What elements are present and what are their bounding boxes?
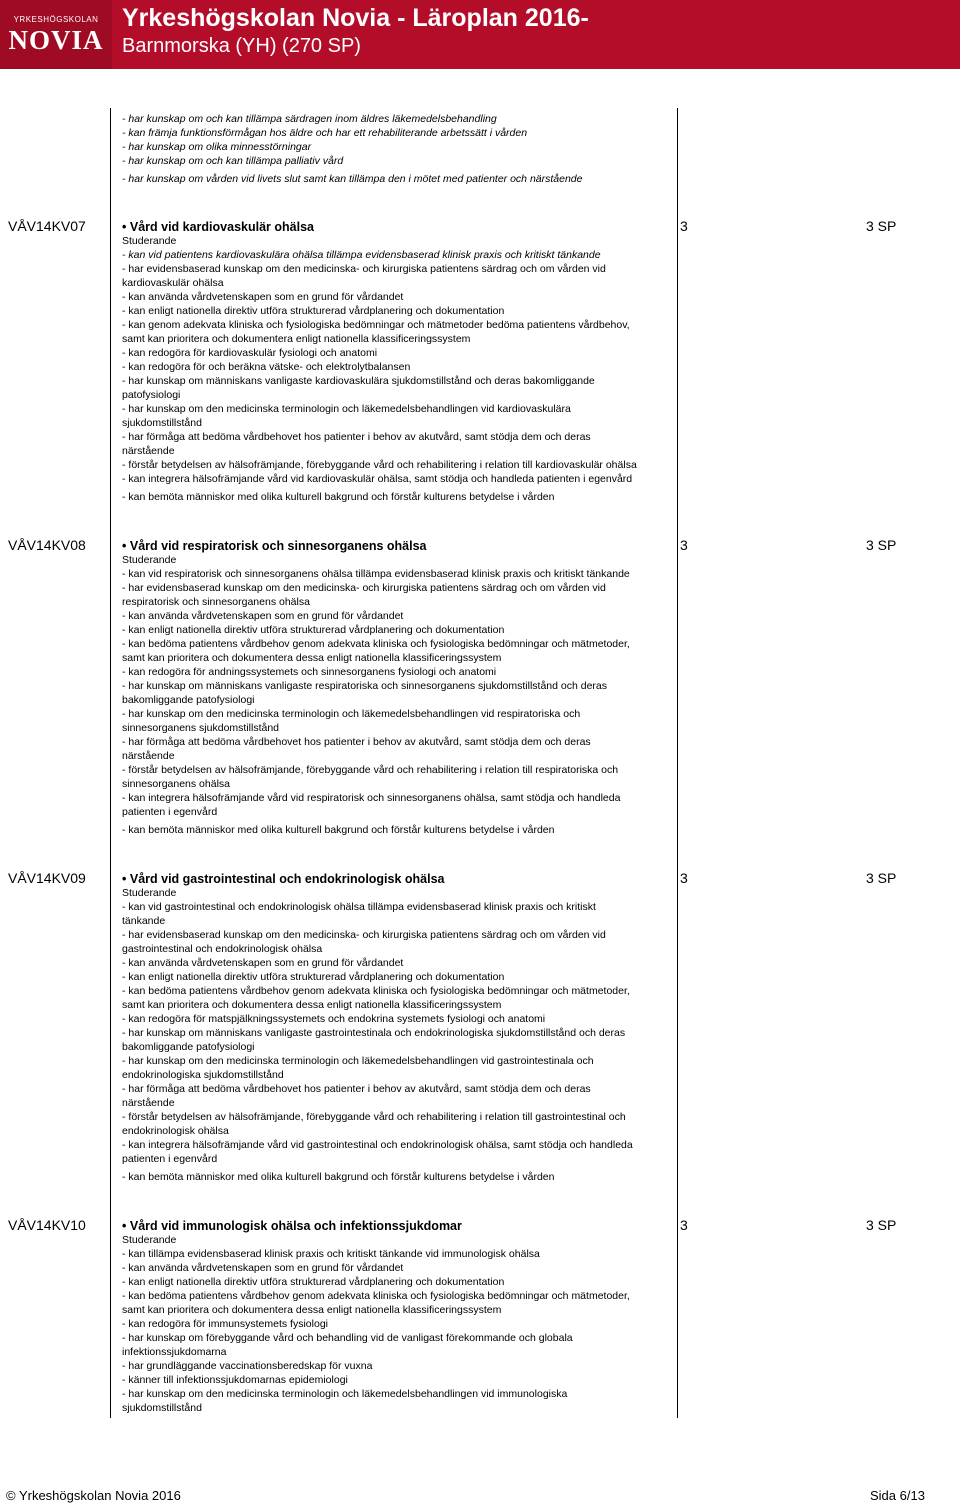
outcome-line: - kan bemöta människor med olika kulturell bakgrund och förstår kulturens betydelse i vården — [122, 491, 555, 503]
outcome-line: patofysiologi — [122, 389, 181, 401]
footer-copyright: © Yrkeshögskolan Novia 2016 — [6, 1488, 181, 1503]
outcome-line: - har grundläggande vaccinationsberedskap för vuxna — [122, 1360, 373, 1372]
outcome-line: - kan redogöra för kardiovaskulär fysiologi och anatomi — [122, 347, 378, 359]
outcome-line: - kan bedöma patientens vårdbehov genom adekvata kliniska och fysiologiska bedömningar och mätmetoder, — [122, 985, 630, 997]
outcome-line: - kan genom adekvata kliniska och fysiologiska bedömningar och mätmetoder bedöma patientens vårdbehov, — [122, 319, 630, 331]
outcome-line: bakomliggande patofysiologi — [122, 1041, 255, 1053]
outcome-line: infektionssjukdomarna — [122, 1346, 227, 1358]
outcome-line: - har kunskap om den medicinska terminologin och läkemedelsbehandlingen vid respiratoriska och — [122, 708, 581, 720]
outcome-line: - förstår betydelsen av hälsofrämjande, förebyggande vård och rehabilitering i relation till gastrointestinal och — [122, 1111, 626, 1123]
outcome-line: - har kunskap om människans vanligaste kardiovaskulära sjukdomstillstånd och deras bakomliggande — [122, 375, 595, 387]
outcome-line: samt kan prioritera och dokumentera dessa enligt nationella klassificeringssystem — [122, 999, 502, 1011]
outcome-line: sjukdomstillstånd — [122, 417, 202, 429]
intro-line: - har kunskap om vården vid livets slut samt kan tillämpa den i mötet med patienter och närstående — [122, 173, 583, 185]
outcome-line: - kan redogöra för andningssystemets och sinnesorganens fysiologi och anatomi — [122, 666, 497, 678]
outcome-line: kardiovaskulär ohälsa — [122, 277, 224, 289]
footer-page-number: Sida 6/13 — [870, 1488, 925, 1503]
outcome-line: närstående — [122, 750, 175, 762]
outcome-line: tänkande — [122, 915, 166, 927]
course-outcomes — [122, 886, 682, 1184]
outcome-line: - har evidensbaserad kunskap om den medicinska- och kirurgiska patientens särdrag och om vården vid — [122, 263, 606, 275]
outcome-line: - kan använda vårdvetenskapen som en grund för vårdandet — [122, 610, 404, 622]
outcome-line: samt kan prioritera och dokumentera dessa enligt nationella klassificeringssystem — [122, 652, 502, 664]
outcome-line: - har kunskap om förebyggande vård och behandling vid de vanligast förekommande och globala — [122, 1332, 573, 1344]
intro-line: - har kunskap om och kan tillämpa palliativ vård — [122, 155, 344, 167]
course-credits: 3 — [680, 1217, 688, 1233]
course-credits: 3 — [680, 218, 688, 234]
novia-logo — [0, 0, 112, 69]
intro-block — [122, 112, 682, 186]
outcome-line: sjukdomstillstånd — [122, 1402, 202, 1414]
course-title-text: Vård vid kardiovaskulär ohälsa — [129, 220, 314, 234]
outcome-line: - har förmåga att bedöma vårdbehovet hos patienter i behov av akutvård, samt stödja dem och deras — [122, 736, 591, 748]
outcome-line: - har kunskap om människans vanligaste respiratoriska och sinnesorganens sjukdomstillstånd och deras — [122, 680, 607, 692]
intro-line: - har kunskap om och kan tillämpa särdragen inom äldres läkemedelsbehandling — [122, 113, 497, 125]
outcome-line: - har kunskap om den medicinska terminologin och läkemedelsbehandlingen vid gastrointestinala och — [122, 1055, 594, 1067]
course-title-text: Vård vid gastrointestinal och endokrinologisk ohälsa — [129, 872, 445, 886]
intro-line: - kan främja funktionsförmågan hos äldre och har ett rehabiliterande arbetssätt i vården — [122, 127, 528, 139]
outcome-line: patienten i egenvård — [122, 1153, 218, 1165]
outcome-line: - förstår betydelsen av hälsofrämjande, förebyggande vård och rehabilitering i relation till kardiovaskulär ohälsa — [122, 459, 637, 471]
outcome-line: - kan bemöta människor med olika kulturell bakgrund och förstår kulturens betydelse i vården — [122, 824, 555, 836]
course-code: VÅV14KV08 — [8, 537, 86, 553]
course-outcomes — [122, 234, 682, 504]
course-sp: 3 SP — [866, 537, 897, 553]
outcome-line: - har kunskap om människans vanligaste gastrointestinala och endokrinologiska sjukdomstillstånd och deras — [122, 1027, 626, 1039]
outcome-line: bakomliggande patofysiologi — [122, 694, 255, 706]
logo-main-text: NOVIA — [8, 24, 104, 55]
outcome-line: Studerande — [122, 887, 177, 899]
outcome-line: närstående — [122, 1097, 175, 1109]
outcome-line: - kan integrera hälsofrämjande vård vid respiratorisk och sinnesorganens ohälsa, samt stödja och handleda — [122, 792, 621, 804]
outcome-line: - kan vid respiratorisk och sinnesorganens ohälsa tillämpa evidensbaserad klinisk praxis och kritiskt tänkande — [122, 568, 630, 580]
course-outcomes — [122, 1233, 682, 1415]
course-credits: 3 — [680, 870, 688, 886]
outcome-line: samt kan prioritera och dokumentera enligt nationella klassificeringssystem — [122, 333, 471, 345]
outcome-line: - kan vid gastrointestinal och endokrinologisk ohälsa tillämpa evidensbaserad klinisk praxis och kritiskt — [122, 901, 596, 913]
outcome-line: - har förmåga att bedöma vårdbehovet hos patienter i behov av akutvård, samt stödja dem och deras — [122, 1083, 591, 1095]
outcome-line: - har evidensbaserad kunskap om den medicinska- och kirurgiska patientens särdrag och om vården vid — [122, 582, 606, 594]
outcome-line: - har kunskap om den medicinska terminologin och läkemedelsbehandlingen vid immunologiska — [122, 1388, 568, 1400]
outcome-line: endokrinologiska sjukdomstillstånd — [122, 1069, 284, 1081]
outcome-line: patienten i egenvård — [122, 806, 218, 818]
logo-top-text: YRKESHÖGSKOLAN — [13, 14, 99, 24]
page-title: Yrkeshögskolan Novia - Läroplan 2016- — [122, 4, 589, 32]
course-code: VÅV14KV09 — [8, 870, 86, 886]
outcome-line: - kan använda vårdvetenskapen som en grund för vårdandet — [122, 291, 404, 303]
course-sp: 3 SP — [866, 870, 897, 886]
outcome-line: - kan integrera hälsofrämjande vård vid gastrointestinal och endokrinologisk ohälsa, samt stödja och handleda — [122, 1139, 633, 1151]
outcome-line: närstående — [122, 445, 175, 457]
outcome-line: sinnesorganens sjukdomstillstånd — [122, 722, 280, 734]
outcome-line: - kan bemöta människor med olika kulturell bakgrund och förstår kulturens betydelse i vården — [122, 1171, 555, 1183]
course-title: • Vård vid immunologisk ohälsa och infektionssjukdomar — [122, 1219, 462, 1233]
outcome-line: - känner till infektionssjukdomarnas epidemiologi — [122, 1374, 348, 1386]
course-title-text: Vård vid respiratorisk och sinnesorganens ohälsa — [129, 539, 427, 553]
outcome-line: - kan använda vårdvetenskapen som en grund för vårdandet — [122, 957, 404, 969]
course-sp: 3 SP — [866, 1217, 897, 1233]
course-code: VÅV14KV10 — [8, 1217, 86, 1233]
intro-line: - har kunskap om olika minnesstörningar — [122, 141, 312, 153]
outcome-line: sinnesorganens ohälsa — [122, 778, 230, 790]
outcome-line: gastrointestinal och endokrinologisk ohälsa — [122, 943, 323, 955]
course-sp: 3 SP — [866, 218, 897, 234]
outcome-line: respiratorisk och sinnesorganens ohälsa — [122, 596, 310, 608]
outcome-line: Studerande — [122, 554, 177, 566]
outcome-line: - kan vid patientens kardiovaskulära ohälsa tillämpa evidensbaserad klinisk praxis och kritiskt tänkande — [122, 249, 601, 261]
outcome-line: - kan redogöra för och beräkna vätske- och elektrolytbalansen — [122, 361, 411, 373]
outcome-line: - kan integrera hälsofrämjande vård vid kardiovaskulär ohälsa, samt stödja och handleda patienten i egenvård — [122, 473, 633, 485]
outcome-line: endokrinologisk ohälsa — [122, 1125, 229, 1137]
outcome-line: - kan bedöma patientens vårdbehov genom adekvata kliniska och fysiologiska bedömningar och mätmetoder, — [122, 1290, 630, 1302]
outcome-line: - kan redogöra för matspjälkningssystemets och endokrina systemets fysiologi och anatomi — [122, 1013, 546, 1025]
table-rule-left — [110, 108, 111, 1418]
outcome-line: Studerande — [122, 1234, 177, 1246]
course-title: • Vård vid kardiovaskulär ohälsa — [122, 220, 314, 234]
outcome-line: Studerande — [122, 235, 177, 247]
outcome-line: - kan enligt nationella direktiv utföra strukturerad vårdplanering och dokumentation — [122, 971, 505, 983]
page-header — [0, 0, 960, 69]
outcome-line: - förstår betydelsen av hälsofrämjande, förebyggande vård och rehabilitering i relation till respiratoriska och — [122, 764, 619, 776]
outcome-line: - kan bedöma patientens vårdbehov genom adekvata kliniska och fysiologiska bedömningar och mätmetoder, — [122, 638, 630, 650]
outcome-line: - har förmåga att bedöma vårdbehovet hos patienter i behov av akutvård, samt stödja dem och deras — [122, 431, 591, 443]
course-title: • Vård vid respiratorisk och sinnesorganens ohälsa — [122, 539, 427, 553]
course-code: VÅV14KV07 — [8, 218, 86, 234]
course-outcomes — [122, 553, 682, 837]
outcome-line: - kan enligt nationella direktiv utföra strukturerad vårdplanering och dokumentation — [122, 305, 505, 317]
outcome-line: - har kunskap om den medicinska terminologin och läkemedelsbehandlingen vid kardiovaskulära — [122, 403, 571, 415]
outcome-line: - kan använda vårdvetenskapen som en grund för vårdandet — [122, 1262, 404, 1274]
outcome-line: - kan redogöra för immunsystemets fysiologi — [122, 1318, 328, 1330]
outcome-line: samt kan prioritera och dokumentera dessa enligt nationella klassificeringssystem — [122, 1304, 502, 1316]
outcome-line: - kan enligt nationella direktiv utföra strukturerad vårdplanering och dokumentation — [122, 624, 505, 636]
page-subtitle: Barnmorska (YH) (270 SP) — [122, 35, 361, 57]
outcome-line: - kan tillämpa evidensbaserad klinisk praxis och kritiskt tänkande vid immunologisk ohälsa — [122, 1248, 540, 1260]
outcome-line: - har evidensbaserad kunskap om den medicinska- och kirurgiska patientens särdrag och om vården vid — [122, 929, 606, 941]
outcome-line: - kan enligt nationella direktiv utföra strukturerad vårdplanering och dokumentation — [122, 1276, 505, 1288]
course-title: • Vård vid gastrointestinal och endokrinologisk ohälsa — [122, 872, 445, 886]
course-title-text: Vård vid immunologisk ohälsa och infektionssjukdomar — [129, 1219, 462, 1233]
course-credits: 3 — [680, 537, 688, 553]
